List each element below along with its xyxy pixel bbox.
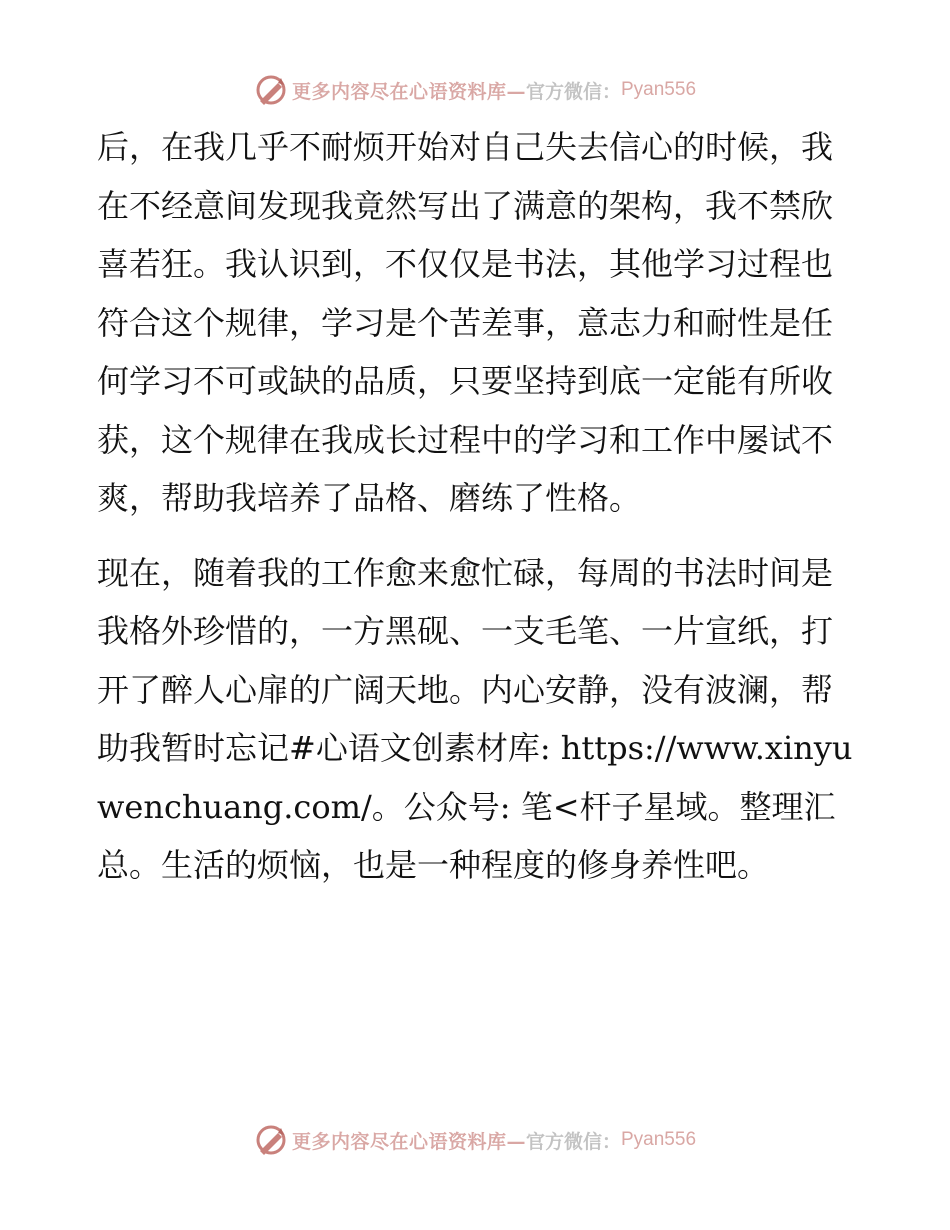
document-body	[97, 118, 857, 895]
banner-wechat-id: Pyan556	[621, 79, 697, 100]
paragraph-1: 后，在我几乎不耐烦开始对自己失去信心的时候，我在不经意间发现我竟然写出了满意的架构，我不禁欣喜若狂。我认识到，不仅仅是书法，其他学习过程也符合这个规律，学习是个苦差事，意志力和耐性是任何学习不可或缺的品质，只要坚持到底一定能有所收获，这个规律在我成长过程中的学习和工作中屡试不爽，帮助我培养了品格、磨练了性格。	[97, 128, 834, 517]
banner-text: 更多内容尽在心语资料库—	[291, 80, 526, 103]
footer-watermark-banner	[0, 1120, 950, 1160]
banner-label: 官方微信：	[525, 1130, 621, 1153]
banner-wechat-id: Pyan556	[621, 1129, 697, 1150]
paragraph-2: 现在，随着我的工作愈来愈忙碌，每周的书法时间是我格外珍惜的，一方黑砚、一支毛笔、一片宣纸，打开了醉人心扉的广阔天地。内心安静，没有波澜，帮助我暂时忘记#心语文创素材库: https://www.xinyuwenchuang.com/。公众号: 笔<杆子星域。整理汇总。生活的烦恼，也是一种程度的修身养性吧。	[97, 553, 853, 884]
seal-pen-logo-icon	[254, 73, 288, 107]
banner-text: 更多内容尽在心语资料库—	[291, 1130, 526, 1153]
header-watermark-banner	[0, 70, 950, 110]
banner-label: 官方微信：	[525, 80, 621, 103]
seal-pen-logo-icon	[254, 1123, 288, 1157]
